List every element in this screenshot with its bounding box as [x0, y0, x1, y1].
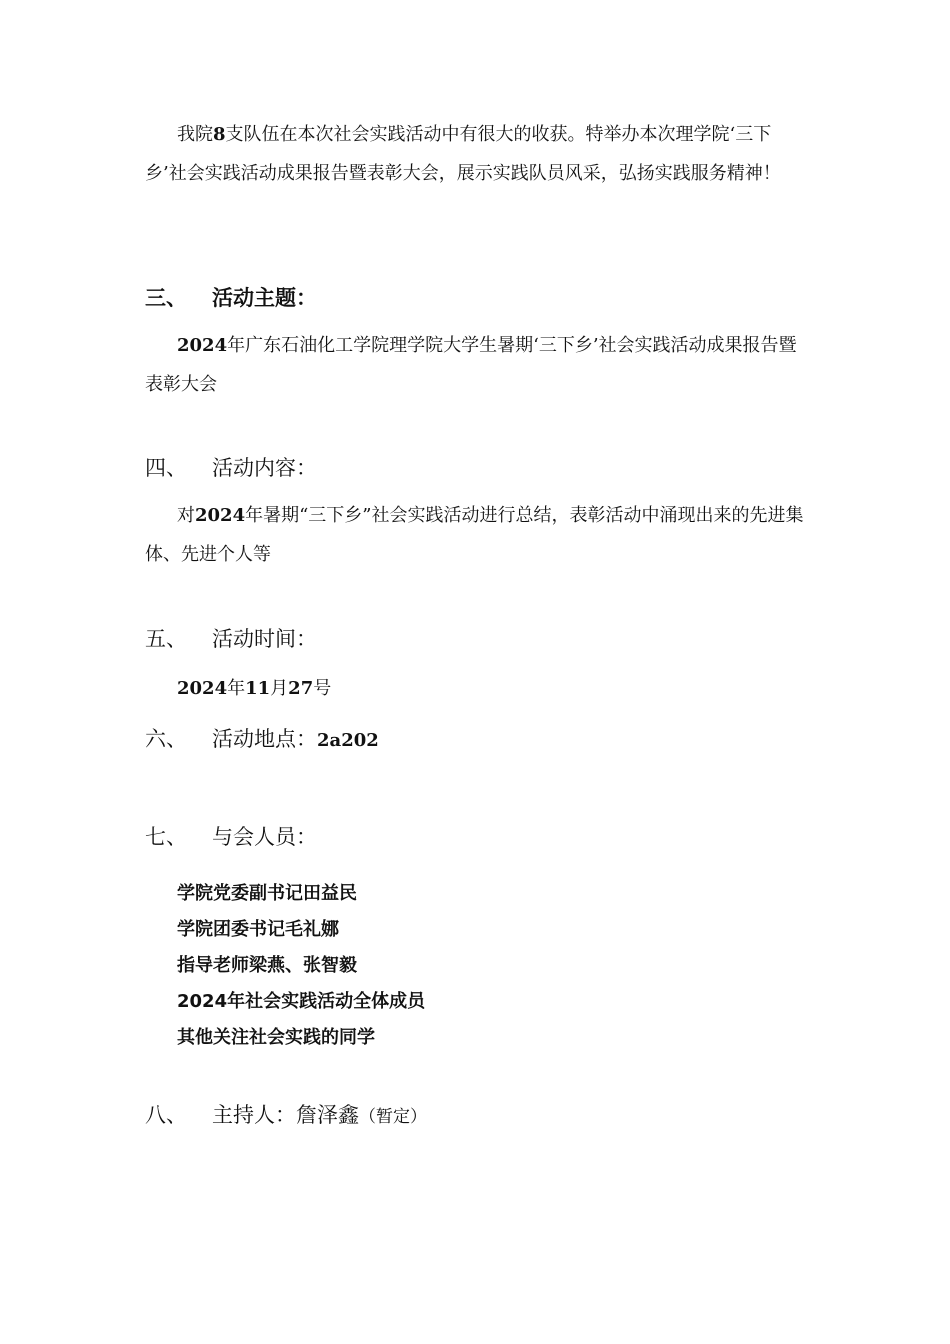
- location-value: 2a202: [317, 730, 379, 751]
- list-item: 学院团委书记毛礼娜: [177, 919, 339, 940]
- section-4-body: 对2024年暑期“三下乡”社会实践活动进行总结，表彰活动中涌现出来的先进集体、先进个人等: [145, 505, 804, 565]
- section-6-heading: 六、 活动地点：2a202: [145, 727, 379, 751]
- section-5-heading: 五、 活动时间：: [145, 627, 317, 651]
- section-5-date: 2024年11月27号: [177, 678, 332, 699]
- section-7-heading: 七、 与会人员：: [145, 825, 317, 849]
- host-name: 詹泽鑫: [296, 1103, 359, 1127]
- list-item: 其他关注社会实践的同学: [177, 1027, 375, 1048]
- intro-paragraph: 我院8支队伍在本次社会实践活动中有很大的收获。特举办本次理学院‘三下乡’社会实践活动成果报告暨表彰大会，展示实践队员风采，弘扬实践服务精神！: [145, 124, 781, 184]
- list-item: 学院党委副书记田益民: [177, 883, 357, 904]
- host-note: （暂定）: [359, 1107, 427, 1127]
- list-item: 指导老师梁燕、张智毅: [177, 955, 357, 976]
- section-8-heading: 八、 主持人：詹泽鑫（暂定）: [145, 1103, 427, 1127]
- section-4-heading: 四、 活动内容：: [145, 456, 317, 480]
- section-3-body: 2024年广东石油化工学院理学院大学生暑期‘三下乡’社会实践活动成果报告暨表彰大会: [145, 335, 797, 395]
- list-item: 2024年社会实践活动全体成员: [177, 991, 426, 1012]
- section-3-heading: 三、 活动主题：: [145, 285, 317, 310]
- attendee-list: [177, 876, 425, 1056]
